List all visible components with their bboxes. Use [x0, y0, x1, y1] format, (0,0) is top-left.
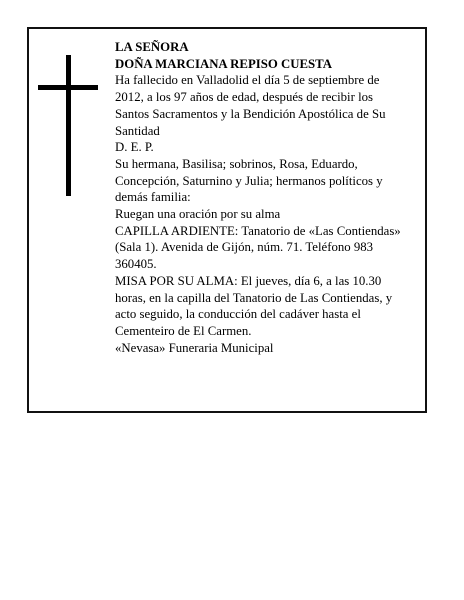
family-line: Su hermana, Basilisa; sobrinos, Rosa, Eduardo,: [115, 156, 358, 171]
mass-info-line: horas, en la capilla del Tanatorio de Las Contiendas, y: [115, 290, 393, 305]
rest-in-peace: D. E. P.: [115, 140, 154, 155]
chapel-info-line: (Sala 1). Avenida de Gijón, núm. 71. Teléfono 983: [115, 240, 374, 255]
prayer-request: Ruegan una oración por su alma: [115, 207, 281, 222]
mass-info-line: Cementeiro de El Carmen.: [115, 323, 252, 338]
mass-info-line: MISA POR SU ALMA: El jueves, día 6, a las 10.30: [115, 273, 382, 288]
deceased-name: DOÑA MARCIANA REPISO CUESTA: [115, 56, 332, 71]
mass-info-line: acto seguido, la conducción del cadáver hasta el: [115, 307, 361, 322]
family-line: demás familia:: [115, 190, 191, 205]
notice-line: Santidad: [115, 123, 160, 138]
notice-line: 2012, a los 97 años de edad, después de recibir los: [115, 90, 374, 105]
chapel-info-line: CAPILLA ARDIENTE: Tanatorio de «Las Contiendas»: [115, 223, 401, 238]
family-line: Concepción, Saturnino y Julia; hermanos políticos y: [115, 173, 383, 188]
notice-heading: LA SEÑORA: [115, 40, 189, 54]
obituary-text: [115, 39, 425, 356]
notice-line: Santos Sacramentos y la Bendición Apostólica de Su: [115, 106, 386, 121]
chapel-info-line: 360405.: [115, 257, 157, 272]
notice-line: Ha fallecido en Valladolid el día 5 de septiembre de: [115, 73, 380, 88]
funeral-home-line: «Nevasa» Funeraria Municipal: [115, 340, 274, 355]
